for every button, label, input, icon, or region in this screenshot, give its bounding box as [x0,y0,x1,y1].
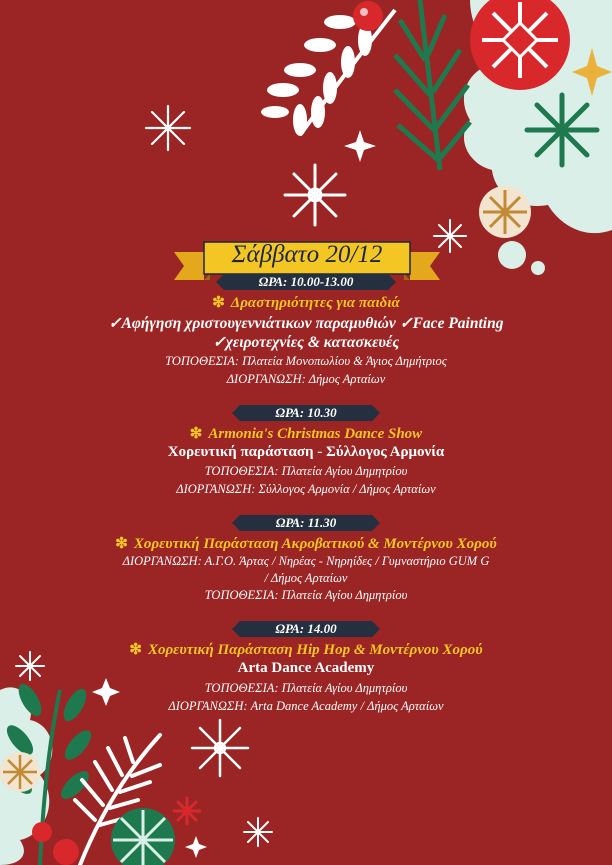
event-location: ΤΟΠΟΘΕΣΙΑ: Πλατεία Αγίου Δημητρίου [204,588,408,602]
red-snowflake [174,798,200,824]
red-berry [32,822,52,842]
event-title: Χορευτική Παράσταση Hip Hop & Μοντέρνου Χορού [147,642,483,658]
date-title: Σάββατο 20/12 [231,241,383,268]
event-subtitle: Arta Dance Academy [237,660,375,676]
event-organizer: ΔΙΟΡΓΑΝΩΣΗ: Δήμος Αρταίων [226,372,386,386]
event-organizer: ΔΙΟΡΓΑΝΩΣΗ: Σύλλογος Αρμονία / Δήμος Αρταίων [176,482,436,496]
sparkle-icon: ❇ [212,295,225,311]
green-snowflake [527,95,597,165]
white-snowflake [285,165,345,225]
event-time-bar: ΩΡΑ: 10.00-13.00 [224,274,388,290]
event-heading [0,534,612,553]
mint-dot [498,241,526,269]
sparkle-icon: ❇ [129,642,142,658]
white-sparkle [185,836,207,858]
white-snowflake [244,818,272,846]
event-subtitle: Χορευτική παράσταση - Σύλλογος Αρμονία [167,444,445,460]
event-time-bar: ΩΡΑ: 10.30 [240,405,372,421]
gold-ornament [479,186,531,238]
white-sparkle [344,130,376,162]
green-pine-branch [395,0,470,170]
green-snowflake-ornament [111,808,175,865]
event-location: ΤΟΠΟΘΕΣΙΑ: Πλατεία Αγίου Δημητρίου [204,681,408,695]
event-organizer: ΔΙΟΡΓΑΝΩΣΗ: Α.Γ.Ο. Άρτας / Νηρέας - Νηρηίδες / Γυμναστήριο GUM G [122,554,490,568]
event-time-bar: ΩΡΑ: 11.30 [240,515,372,531]
event-time-bar: ΩΡΑ: 14.00 [240,621,372,637]
red-ornament-top [353,1,383,31]
event-organizer-continued: / Δήμος Αρταίων [264,571,348,585]
event-activities-line: ✓Αφήγηση χριστουγεννιάτικων παραμυθιών ✓Face Painting [108,315,504,332]
event-activities-line: ✓χειροτεχνίες & κατασκευές [212,334,400,351]
sparkle-icon: ❇ [115,536,128,552]
sparkle-icon: ❇ [189,426,203,442]
event-heading [0,424,612,443]
gold-ornament [0,752,40,792]
event-organizer: ΔΙΟΡΓΑΝΩΣΗ: Arta Dance Academy / Δήμος Αρταίων [168,699,444,713]
event-title: Armonia's Christmas Dance Show [208,426,423,442]
white-snowflake [192,720,248,776]
event-location: ΤΟΠΟΘΕΣΙΑ: Πλατεία Μονοπωλίου & Άγιος Δημήτριος [165,354,447,368]
event-title: Δραστηριότητες για παιδιά [230,295,400,311]
event-heading [0,293,612,312]
red-berry [53,839,79,865]
mint-dot [531,261,545,275]
event-heading [0,640,612,659]
event-title: Χορευτική Παράσταση Ακροβατικού & Μοντέρνου Χορού [133,536,497,552]
event-location: ΤΟΠΟΘΕΣΙΑ: Πλατεία Αγίου Δημητρίου [204,464,408,478]
white-snowflake [146,106,190,150]
